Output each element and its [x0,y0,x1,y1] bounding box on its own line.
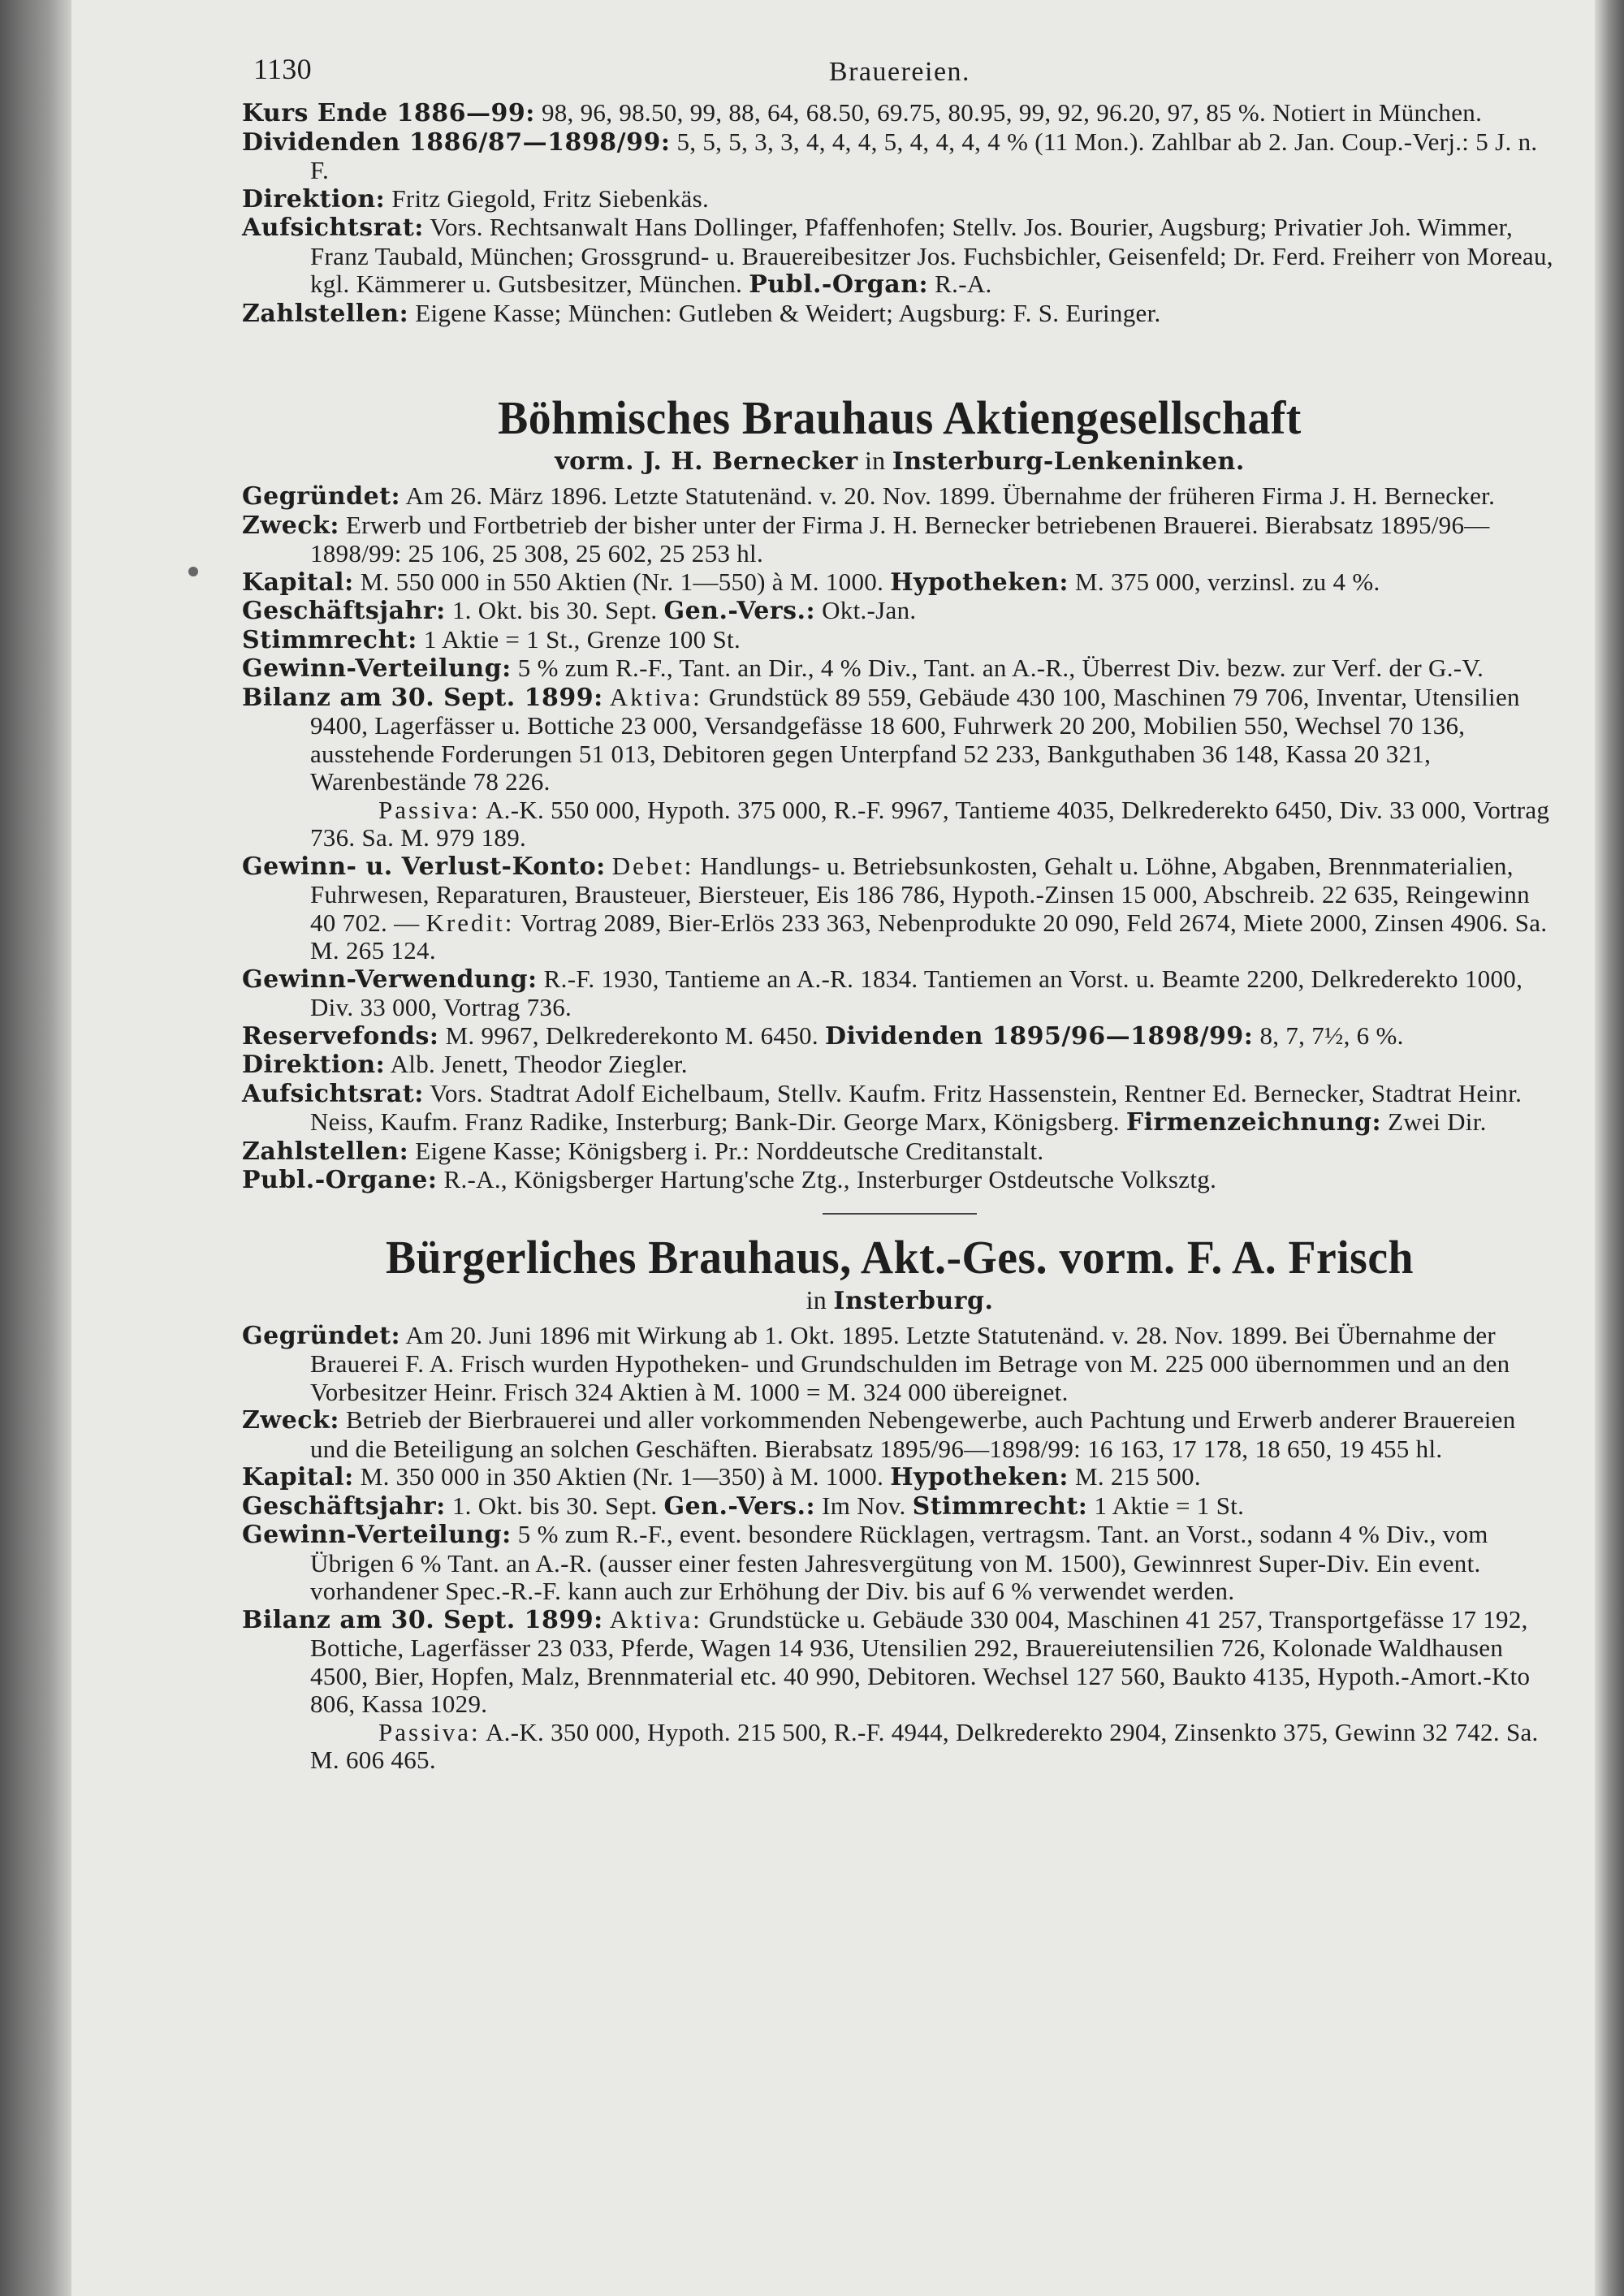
value: 1 Aktie = 1 St. [1094,1491,1245,1520]
value: Grundstück 89 559, Gebäude 430 100, Maschinen 79 706, Inventar, Utensilien 9400, Lagerfässer u. Bottiche 23 000, Versandgefässe 18 600, Fuhrwerk 20 200, Mobilien 550, Wechsel 70 136, ausstehende Forderungen 51 013, Debitoren gegen Unterpfand 52 233, Bankguthaben 36 148, Kassa 20 321, Warenbestände 78 226. [310,682,1520,796]
prev-kurs [242,99,1557,128]
c2-gegruendet [242,1322,1557,1407]
value: 98, 96, 98.50, 99, 88, 64, 68.50, 69.75, 80.95, 99, 92, 96.20, 97, 85 %. Notiert in München. [541,98,1483,127]
label: Publ.-Organe: [242,1166,438,1194]
label: Direktion: [242,184,386,214]
value: Eigene Kasse; München: Gutleben & Weidert; Augsburg: F. S. Euringer. [415,298,1161,327]
scan-right-edge [1595,0,1624,2296]
company-title: Böhmisches Brauhaus Aktiengesellschaft [498,391,1302,444]
sublabel: Passiva: [378,795,481,824]
sublabel: Kredit: [425,908,515,937]
subtitle-in: in [864,446,886,475]
label: Hypotheken: [890,568,1069,597]
c1-publ-organe [242,1166,1557,1195]
running-head: Brauereien. [828,57,971,87]
sublabel: Aktiva: [609,682,702,711]
label: Bilanz am 30. Sept. 1899: [242,1605,603,1634]
sublabel: Passiva: [378,1717,481,1746]
c1-geschaeftsjahr [242,597,1557,626]
label: Bilanz am 30. Sept. 1899: [242,683,603,712]
prev-aufsichtsrat [242,214,1557,300]
value: Handlungs- u. Betriebsunkosten, Gehalt u. Löhne, Abgaben, Brennmaterialien, Fuhrwesen, Reparaturen, Brausteuer, Biersteuer, Eis 186 786, Hypoth.-Zinsen 15 000, Abschreib. 22 635, Reingewinn 40 702. — [310,851,1530,937]
label: Gen.-Vers.: [663,597,816,625]
label: Publ.-Organ: [749,270,929,299]
value: Eigene Kasse; Königsberg i. Pr.: Norddeutsche Creditanstalt. [415,1136,1044,1165]
c1-reservefonds [242,1022,1557,1051]
page-number: 1130 [253,53,312,85]
value: Alb. Jenett, Theodor Ziegler. [390,1050,688,1078]
label: Hypotheken: [890,1463,1069,1491]
c1-guv [242,852,1557,965]
label: Direktion: [242,1051,386,1079]
value: 1. Okt. bis 30. Sept. [451,596,658,624]
c1-gewinn-verteilung [242,654,1557,684]
company-subtitle [242,1284,1557,1317]
c1-kapital [242,568,1557,598]
c2-geschaeftsjahr [242,1492,1557,1521]
value: M. 9967, Delkrederekonto M. 6450. [445,1021,818,1050]
c1-zweck [242,511,1557,568]
page-header [242,49,1557,99]
spacer [242,328,1557,391]
value: 1. Okt. bis 30. Sept. [451,1491,658,1520]
label: Dividenden 1886/87—1898/99: [242,127,671,157]
value: Grundstücke u. Gebäude 330 004, Maschinen 41 257, Transportgefässe 17 192, Bottiche, Lagerfässer 23 033, Pferde, Wagen 14 936, Utensilien 292, Brauereiutensilien 726, Kolonade Waldhausen 4500, Bier, Hopfen, Malz, Brennmaterial etc. 40 990, Debitoren. Wechsel 127 560, Baukto 4135, Hypoth.-Amort.-Kto 806, Kassa 1029. [310,1604,1531,1718]
company-subtitle [242,445,1557,477]
label: Gewinn- u. Verlust-Konto: [242,852,606,881]
subtitle-place: Insterburg-Lenkeninken. [892,447,1245,476]
prev-dividenden [242,128,1557,185]
value: 1 Aktie = 1 St., Grenze 100 St. [423,624,741,654]
sublabel: Aktiva: [609,1604,702,1634]
value: M. 350 000 in 350 Aktien (Nr. 1—350) à M. 1000. [360,1462,884,1491]
value: Betrieb der Bierbrauerei und aller vorkommenden Nebengewerbe, auch Pachtung und Erwerb anderer Brauereien und die Beteiligung an solchen Geschäften. Bierabsatz 1895/96—1898/99: 16 163, 17 178, 18 650, 19 455 hl. [310,1405,1516,1463]
value: Im Nov. [822,1491,906,1520]
label: Zweck: [242,1406,339,1435]
label: Zahlstellen: [242,1137,409,1166]
label: Aufsichtsrat: [242,1079,424,1108]
prev-zahlstellen [242,300,1557,329]
value: Vors. Rechtsanwalt Hans Dollinger, Pfaffenhofen; Stellv. Jos. Bourier, Augsburg; Privatier Joh. Wimmer, Franz Taubald, München; Grossgrund- u. Brauereibesitzer Jos. Fuchsbichler, Geisenfeld; Dr. Ferd. Freiherr von Moreau, kgl. Kämmerer u. Gutsbesitzer, München. [310,213,1553,298]
value: R.-A., Königsberger Hartung'sche Ztg., Insterburger Ostdeutsche Volksztg. [443,1165,1217,1193]
label: Gewinn-Verteilung: [242,1521,512,1549]
label: Geschäftsjahr: [242,597,446,625]
subtitle-place: Insterburg. [833,1286,994,1315]
label: Dividenden 1895/96—1898/99: [824,1021,1254,1051]
value: Am 20. Juni 1896 mit Wirkung ab 1. Okt. 1895. Letzte Statutenänd. v. 28. Nov. 1899. Bei Übernahme der Brauerei F. A. Frisch wurden Hypotheken- und Grundschulden im Betrage von M. 225 000 übernommen und an den Vorbesitzer Heinr. Frisch 324 Aktien à M. 1000 = M. 324 000 übereignet. [310,1320,1510,1406]
label: Kapital: [242,1463,354,1491]
value: 5 % zum R.-F., event. besondere Rücklagen, vertragsm. Tant. an Vorst., sodann 4 % Div., vom Übrigen 6 % Tant. an A.-R. (ausser einer festen Jahresvergütung von M. 1500), Gewinnrest Super-Div. Ein event. vorhandener Spec.-R.-F. kann auch zur Erhöhung der Div. bis auf 6 % verwendet werden. [310,1520,1488,1605]
label: Kapital: [242,568,354,597]
value: 8, 7, 7½, 6 %. [1259,1021,1404,1050]
c1-bilanz [242,684,1557,852]
c1-zahlstellen [242,1137,1557,1167]
value: M. 375 000, verzinsl. zu 4 %. [1075,567,1380,596]
c1-stimmrecht [242,626,1557,655]
label: Zahlstellen: [242,299,409,328]
c1-gegruendet [242,482,1557,511]
label: Kurs Ende 1886—99: [242,99,535,127]
c2-kapital [242,1463,1557,1492]
label: Stimmrecht: [912,1491,1088,1521]
label: Gen.-Vers.: [663,1491,816,1521]
value: M. 215 500. [1075,1462,1201,1491]
label: Gewinn-Verwendung: [242,965,538,994]
label: Gegründet: [242,482,401,511]
label: Zweck: [242,511,339,540]
label: Gewinn-Verteilung: [242,654,512,683]
subtitle-former-name: vorm. J. H. Bernecker [555,447,858,476]
value: Vors. Stadtrat Adolf Eichelbaum, Stellv. Kaufm. Fritz Hassenstein, Rentner Ed. Bernecker, Stadtrat Heinr. Neiss, Kaufm. Franz Radike, Insterburg; Bank-Dir. George Marx, Königsberg. [310,1078,1522,1136]
value: Zwei Dir. [1388,1107,1487,1136]
c2-gewinn-verteilung [242,1521,1557,1606]
label: Stimmrecht: [242,625,417,654]
value: Vortrag 2089, Bier-Erlös 233 363, Nebenprodukte 20 090, Feld 2674, Miete 2000, Zinsen 4906. Sa. M. 265 124. [310,908,1548,965]
page [242,49,1557,1775]
scan-left-edge [0,0,71,2296]
value: R.-F. 1930, Tantieme an A.-R. 1834. Tantiemen an Vorst. u. Beamte 2200, Delkrederekto 1000, Div. 33 000, Vortrag 736. [310,964,1523,1021]
c1-gewinn-verwendung [242,965,1557,1022]
section-divider [823,1213,977,1215]
label: Reservefonds: [242,1021,439,1051]
value: M. 550 000 in 550 Aktien (Nr. 1—550) à M. 1000. [360,567,884,596]
value: A.-K. 350 000, Hypoth. 215 500, R.-F. 4944, Delkrederekto 2904, Zinsenkto 375, Gewinn 32 742. Sa. M. 606 465. [310,1717,1539,1774]
value: Am 26. März 1896. Letzte Statutenänd. v. 20. Nov. 1899. Übernahme der früheren Firma J. H. Bernecker. [405,481,1496,510]
margin-dot [188,567,198,576]
prev-direktion [242,185,1557,214]
value: Erwerb und Fortbetrieb der bisher unter der Firma J. H. Bernecker betriebenen Brauerei. Bierabsatz 1895/96—1898/99: 25 106, 25 308, 25 602, 25 253 hl. [310,510,1490,568]
value: A.-K. 550 000, Hypoth. 375 000, R.-F. 9967, Tantieme 4035, Delkrederekto 6450, Div. 33 000, Vortrag 736. Sa. M. 979 189. [310,795,1550,852]
company-title: Bürgerliches Brauhaus, Akt.-Ges. vorm. F. A. Frisch [386,1230,1414,1284]
c2-bilanz [242,1606,1557,1775]
value: 5 % zum R.-F., Tant. an Dir., 4 % Div., Tant. an A.-R., Überrest Div. bezw. zur Verf. der G.-V. [517,654,1484,682]
value: R.-A. [935,270,992,298]
c2-zweck [242,1406,1557,1463]
value: Okt.-Jan. [822,596,917,624]
label: Gegründet: [242,1321,401,1350]
sublabel: Debet: [611,851,694,880]
subtitle-in: in [806,1284,827,1314]
label: Aufsichtsrat: [242,214,424,242]
label: Geschäftsjahr: [242,1491,446,1521]
label: Firmenzeichnung: [1125,1108,1382,1137]
value: 5, 5, 5, 3, 3, 4, 4, 4, 5, 4, 4, 4, 4 % (11 Mon.). Zahlbar ab 2. Jan. Coup.-Verj.: 5 J. n. F. [310,127,1538,184]
c1-aufsichtsrat [242,1080,1557,1137]
c1-direktion [242,1051,1557,1080]
value: Fritz Giegold, Fritz Siebenkäs. [391,183,710,213]
